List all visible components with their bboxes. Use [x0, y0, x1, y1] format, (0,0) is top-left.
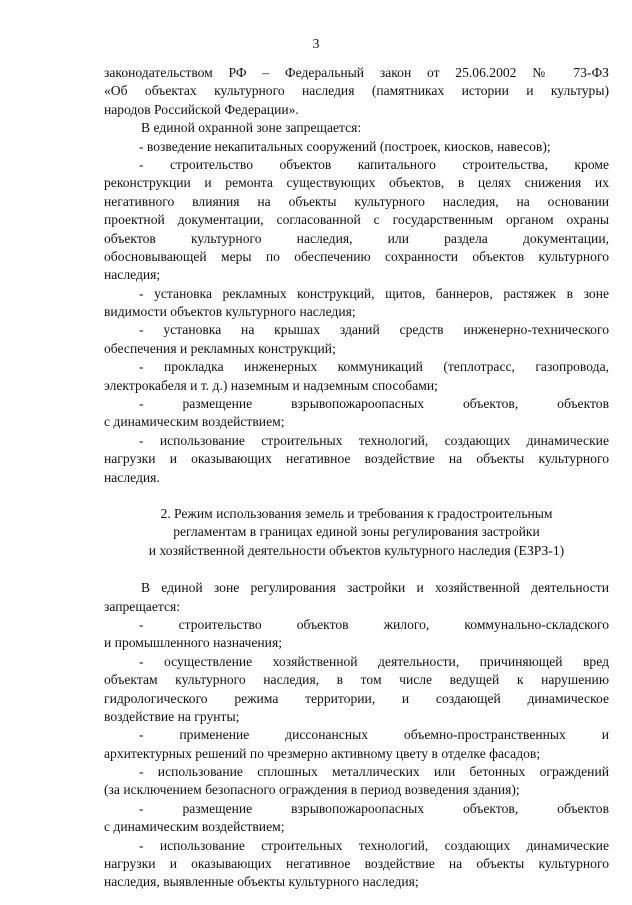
paragraph-line: наследия, выявленные объекты культурного наследия;	[104, 874, 419, 890]
paragraph-line: нагрузки и оказывающих негативное воздействие на объекты культурного	[104, 451, 609, 467]
paragraph-line: законодательством РФ – Федеральный закон от 25.06.2002 № 73-ФЗ	[104, 65, 609, 80]
paragraph-line: обеспечения и рекламных конструкций;	[104, 340, 336, 356]
paragraph-line: реконструкции и ремонта существующих объектов, в целях снижения их	[104, 175, 609, 191]
paragraph-line: проектной документации, согласованной с государственным органом охраны	[104, 212, 609, 228]
paragraph-line: с динамическим воздействием;	[104, 819, 285, 835]
paragraph-line: и промышленного назначения;	[104, 635, 282, 651]
paragraph-line: гидрологического режима территории, и создающей динамическое	[104, 690, 609, 706]
section-heading	[104, 505, 609, 560]
paragraph-line: - применение диссонансных объемно-пространственных и	[139, 727, 609, 743]
paragraph-line: негативного влияния на объекты культурного наследия, на основании	[104, 193, 609, 209]
paragraph-line: архитектурных решений по чрезмерно активному цвету в отделке фасадов;	[104, 745, 541, 761]
heading-line: регламентам в границах единой зоны регулирования застройки	[173, 524, 540, 540]
paragraph-line: - использование строительных технологий, создающих динамические	[139, 837, 609, 853]
paragraph-line: - размещение взрывопожароопасных объектов, объектов	[139, 396, 609, 412]
section-restrictions-regulation-zone	[104, 579, 609, 892]
paragraph-line: - размещение взрывопожароопасных объектов, объектов	[139, 800, 609, 816]
heading-line: 2. Режим использования земель и требования к градостроительным	[160, 505, 553, 521]
page-number: 3	[312, 37, 320, 52]
paragraph-line: наследия;	[104, 267, 161, 283]
paragraph-line: В единой зоне регулирования застройки и хозяйственной деятельности	[141, 580, 609, 596]
paragraph-line: с динамическим воздействием;	[104, 414, 285, 430]
paragraph-line: (за исключением безопасного ограждения в период возведения здания);	[104, 782, 520, 798]
paragraph-line: нагрузки и оказывающих негативное воздействие на объекты культурного	[104, 856, 609, 872]
paragraph-line: - строительство объектов капитального строительства, кроме	[139, 156, 609, 172]
spacer	[104, 560, 609, 579]
paragraph-line: - использование сплошных металлических или бетонных ограждений	[139, 764, 609, 780]
paragraph-line: электрокабеля и т. д.) наземным и надземным способами;	[104, 377, 438, 393]
paragraph-line: - строительство объектов жилого, коммунально-складского	[139, 616, 609, 632]
paragraph-line: обосновывающей меры по обеспечению сохранности объектов культурного	[104, 248, 609, 264]
paragraph-line: воздействие на грунты;	[104, 708, 240, 724]
paragraph-line: - прокладка инженерных коммуникаций (теплотрасс, газопровода,	[139, 359, 609, 375]
spacer	[104, 487, 609, 505]
section-restrictions-protected-zone	[104, 64, 609, 487]
paragraph-line: видимости объектов культурного наследия;	[104, 304, 356, 320]
document-body	[104, 64, 609, 892]
paragraph-line: наследия.	[104, 469, 160, 485]
paragraph-line: «Об объектах культурного наследия (памятниках истории и культуры)	[104, 83, 609, 99]
paragraph-line: - установка рекламных конструкций, щитов, баннеров, растяжек в зоне	[139, 285, 609, 301]
paragraph-line: - осуществление хозяйственной деятельности, причиняющей вред	[139, 653, 609, 669]
paragraph-line: запрещается:	[104, 598, 181, 614]
paragraph-line: - использование строительных технологий, создающих динамические	[139, 432, 609, 448]
heading-line: и хозяйственной деятельности объектов культурного наследия (ЕЗРЗ-1)	[148, 542, 565, 558]
paragraph-line: объектов культурного наследия, или раздела документации,	[104, 230, 609, 246]
paragraph-line: народов Российской Федерации».	[104, 101, 299, 117]
paragraph-line: - установка на крышах зданий средств инженерно-технического	[139, 322, 609, 338]
paragraph-line: объектам культурного наследия, в том числе ведущей к нарушению	[104, 672, 609, 688]
paragraph-line: - возведение некапитальных сооружений (построек, киосков, навесов);	[139, 138, 551, 154]
paragraph-line: В единой охранной зоне запрещается:	[141, 120, 362, 136]
